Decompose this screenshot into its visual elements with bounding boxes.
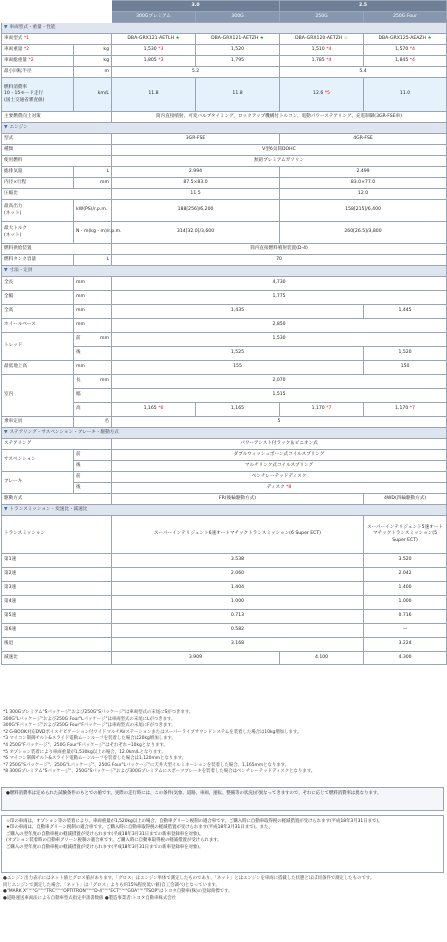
gear-ratio-6at: 1.404 <box>112 582 364 596</box>
gear-ratio-6at: 0.582 <box>112 624 364 638</box>
row-height: 全高 mm 1,435 1,445 <box>2 305 447 319</box>
row-final: 減速比 3.909 4.100 4.300 <box>2 652 447 665</box>
triangle-icon: ▼ <box>4 506 8 512</box>
section-main: ▼ 車両型式・重量・性能 <box>2 23 447 34</box>
row-susp-rear: 後 マルチリンク式コイルスプリング <box>2 461 447 472</box>
gear-row <box>2 610 447 624</box>
row-seats: 乗車定員 名 5 <box>2 417 447 428</box>
gear-ratio-5at: 3.520 <box>364 554 447 568</box>
gear-ratio-6at: 0.713 <box>112 610 364 624</box>
gear-row <box>2 582 447 596</box>
row-width: 全幅 mm 1,775 <box>2 291 447 305</box>
row-drive: 駆動方式 FR(後輪駆動方式) 4WD(四輪駆動方式) <box>2 494 447 505</box>
row-fuel-note: 主要燃費向上対策 筒内直接噴射、可変バルブタイミング、ロックアップ機構付トルコン、電動パワーステアリング、充電制御(3GR-FSE車) <box>2 112 447 123</box>
section-steer: ▼ ステアリング・サスペンション・ブレーキ・駆動方式 <box>2 428 447 439</box>
footnotes <box>3 710 441 776</box>
gear-label: 第1速 <box>2 554 112 568</box>
grade-30: 3.0 <box>112 1 280 12</box>
grade-25: 2.5 <box>280 1 447 12</box>
gear-label: 第6速 <box>2 624 112 638</box>
row-type: 車両型式 *1 DBA-GRX121-AETLH ★ DBA-GRX121-AETZH ★ DBA-GRX120-AETZH ☆ DBA-GRX125-AEAZH ★ <box>2 34 447 45</box>
footer-line: ●"MARK X"™"G"™"TRC"™"OPTITRON"™"D-4"™"ECT"™"GOA"™"TSOP"はトヨタ自動車(株)の登録商標です。 <box>3 889 233 895</box>
green-tax-line: ☆印の車両は、オプション等の装着により、車両重量が1,520kg以上の場合、自動車グリーン税制の適合車です。ご購入時に自動車取得税の軽減措置が受けられます(平成18年3月31日まで)。 <box>6 819 383 824</box>
row-tm: トランスミッション スーパーインテリジェント6速オートマチックトランスミッション(6 Super ECT) スーパーインテリジェント5速オートマチックトランスミッション(5 Super ECT) <box>2 516 447 554</box>
gear-ratio-5at: 3.224 <box>364 638 447 652</box>
gear-ratio-5at: 1.000 <box>364 596 447 610</box>
gear-ratio-5at: 2.042 <box>364 568 447 582</box>
footer-line: ●エンジン出力表示にはネット値とグロス値があります。「グロス」はエンジン単体で測定したものであり、「ネット」とはエンジンを車両に搭載した状態とほぼ同条件で測定したものです。 <box>3 876 375 881</box>
gear-row <box>2 624 447 638</box>
section-engine: ▼ エンジン <box>2 123 447 134</box>
gear-ratio-5at: — <box>364 624 447 638</box>
gear-label: 第3速 <box>2 582 112 596</box>
row-disp: 総排気量 L 2.994 2.499 <box>2 167 447 178</box>
row-torque: 最大トルク (ネット) N・m(kg・m)/r.p.m. 314[32.0]/3,600 260[26.5]/3,800 <box>2 222 447 244</box>
gear-ratio-5at: 0.716 <box>364 610 447 624</box>
triangle-icon: ▼ <box>4 429 8 435</box>
row-eng-type: 型式 3GR-FSE 4GR-FSE <box>2 134 447 145</box>
row-cabin-h: 高 1,165 *6 1,165 1,170 *7 1,170 *7 <box>2 403 447 417</box>
gear-ratio-6at: 3.538 <box>112 554 364 568</box>
model-header <box>2 12 447 23</box>
row-brake-front: ブレーキ 前 ベンチレーテッドディスク <box>2 472 447 483</box>
spec-table <box>1 0 447 665</box>
row-fuel: 燃料消費率 10・15モード走行 (国土交通省審査値) km/L 11.8 11.8 12.6 *5 11.0 <box>2 78 447 112</box>
gear-label: 第2速 <box>2 568 112 582</box>
gear-row <box>2 596 447 610</box>
row-ground: 最低地上高 mm 155 150 <box>2 361 447 375</box>
section-dims: ▼ 寸法・定員 <box>2 266 447 277</box>
fuel-disclaimer: ●燃料消費率は定められた試験条件のもとでの値です。実際の走行時には、この条件(気象、道路、車両、運転、整備等の状況)が異なってきますので、それに応じて燃料消費率は異なります。 <box>1 787 444 811</box>
row-power: 最高出力 (ネット) kW(PS)/r.p.m. 188[256]/6,200 158[215]/6,400 <box>2 200 447 222</box>
grade-header <box>2 1 447 12</box>
row-tread-front: トレッド 前 mm 1,530 <box>2 333 447 347</box>
gear-row <box>2 554 447 568</box>
model-3: 250G <box>280 12 364 23</box>
gear-label: 後退 <box>2 638 112 652</box>
footer-line: ●道路運送車両法による自動車型式指定申請書数値 ●製造事業者:トヨタ自動車株式会社 <box>3 895 176 901</box>
footnote: *7 250G"Sパッケージ"、250G"Lパッケージ"、250G Four"Lパッケージ"に天井大型イルミネーションを装着した場合、1,165mmとなります。 <box>3 762 290 768</box>
triangle-icon: ▼ <box>4 267 8 273</box>
row-steering: ステアリング パワーアシスト付ラック＆ピニオン式 <box>2 439 447 450</box>
row-cabin-l: 室内 長 mm 2,070 <box>2 375 447 389</box>
row-eng-kind: 種類 V型6気筒DOHC <box>2 145 447 156</box>
footnote: *6 マイコン制御チルト&スライド電動ムーンルーフを装着した場合は1,120mmとなります。 <box>3 756 187 762</box>
row-bore: 内径×行程 mm 87.5×83.0 83.0×77.0 <box>2 178 447 189</box>
model-2: 300G <box>196 12 280 23</box>
gear-ratio-5at: 1.400 <box>364 582 447 596</box>
footnote: *1 300Gプレミアム"Sパッケージ"および250G"Sパッケージ"は車両型式の末尾にSがつきます。 <box>3 710 194 715</box>
green-tax-box <box>1 815 444 873</box>
row-length: 全長 mm 4,730 <box>2 277 447 291</box>
section-trans: ▼ トランスミッション・変速比・減速比 <box>2 505 447 516</box>
gear-ratio-6at: 2.060 <box>112 568 364 582</box>
model-1: 300Gプレミアム <box>112 12 196 23</box>
triangle-icon: ▼ <box>4 24 8 30</box>
triangle-icon: ▼ <box>4 124 8 130</box>
row-wb: ホイールベース mm 2,850 <box>2 319 447 333</box>
footnote: *2 G-BOOK対応DVDボイスナビゲーション付ワイドマルチAVステーションまたはスーパーライブサウンドシステムを装着した場合は10kg増加します。 <box>3 729 302 735</box>
gear-rows <box>2 554 447 652</box>
green-tax-line: ★印の車両は、自動車グリーン税制の適合車です。ご購入時に自動車取得税の軽減措置が受けられます(平成18年3月31日まで)。また、 <box>6 825 273 831</box>
footnote: 300G"Fパッケージ"および250G Four"Fパッケージ"は車両型式の末尾にFがつきます。 <box>3 723 176 729</box>
row-tread-rear: 後 1,525 1,520 <box>2 347 447 361</box>
gear-ratio-6at: 3.168 <box>112 638 364 652</box>
row-gross: 車両総重量 *2 kg 1,805 *3 1,795 1,785 *4 1,845 *4 <box>2 56 447 67</box>
footnote: *5 オプション装着により車両重量が1,530kg以上の場合、12.0km/Lとなります。 <box>3 749 166 755</box>
row-turn: 最小回転半径 m 5.2 5.4 <box>2 67 447 78</box>
row-eng-fuel: 使用燃料 無鉛プレミアムガソリン <box>2 156 447 167</box>
green-tax-line: (オプション装着時の自動車グリーン税制の適合車です。ご購入時に自動車取得税の軽減措置が受けられます。 <box>6 838 222 844</box>
footnote: *8 300Gプレミアム"Sパッケージ"、250G"Sパッケージ"および300Gプレミアムにスポーツブレーキを装着した場合はベンチレーテッドディスクとなります。 <box>3 769 316 775</box>
row-susp-front: サスペンション 前 ダブルウィッシュボーン式コイルスプリング <box>2 450 447 461</box>
gear-ratio-6at: 1.000 <box>112 596 364 610</box>
footer-line: 同じエンジンで測定した場合、「ネット」は「グロス」よりも約15%程度低い値(自工会調べ)となっています。 <box>3 882 220 888</box>
row-cabin-w: 幅 1,515 <box>2 389 447 403</box>
row-tank: 燃料タンク容量 L 70 <box>2 255 447 266</box>
gear-row <box>2 638 447 652</box>
gear-label: 第5速 <box>2 610 112 624</box>
green-tax-line: ご購入の翌年度の自動車税の軽減措置が受けられます(平成18年3月31日までの新車登録車を対象)。 <box>6 844 204 850</box>
gear-label: 第4速 <box>2 596 112 610</box>
row-inject: 燃料供給装置 筒内直接燃料噴射装置(D-4) <box>2 244 447 255</box>
row-weight: 車両重量 *2 kg 1,530 *3 1,520 1,510 *4 1,570 *4 <box>2 45 447 56</box>
row-brake-rear: 後 ディスク *8 <box>2 483 447 494</box>
footnote: *3 マイコン制御チルト&スライド電動ムーンルーフを装着した場合は20kg増加します。 <box>3 736 176 742</box>
gear-row <box>2 568 447 582</box>
footer-notes <box>3 876 441 902</box>
footnote: *4 250G"Fパッケージ"、250G Four"Fパッケージ"はそれぞれ−10kgとなります。 <box>3 742 168 748</box>
green-tax-line: ご購入の翌年度の自動車税の軽減措置が受けられます(平成18年3月31日までの新車登録車を対象)。 <box>6 831 204 837</box>
row-comp: 圧縮比 11.5 12.0 <box>2 189 447 200</box>
model-4: 250G Four <box>364 12 447 23</box>
footnote: 300G"Lパッケージ"および250G Four"Lパッケージ"は車両型式の末尾にLがつきます。 <box>3 716 176 722</box>
